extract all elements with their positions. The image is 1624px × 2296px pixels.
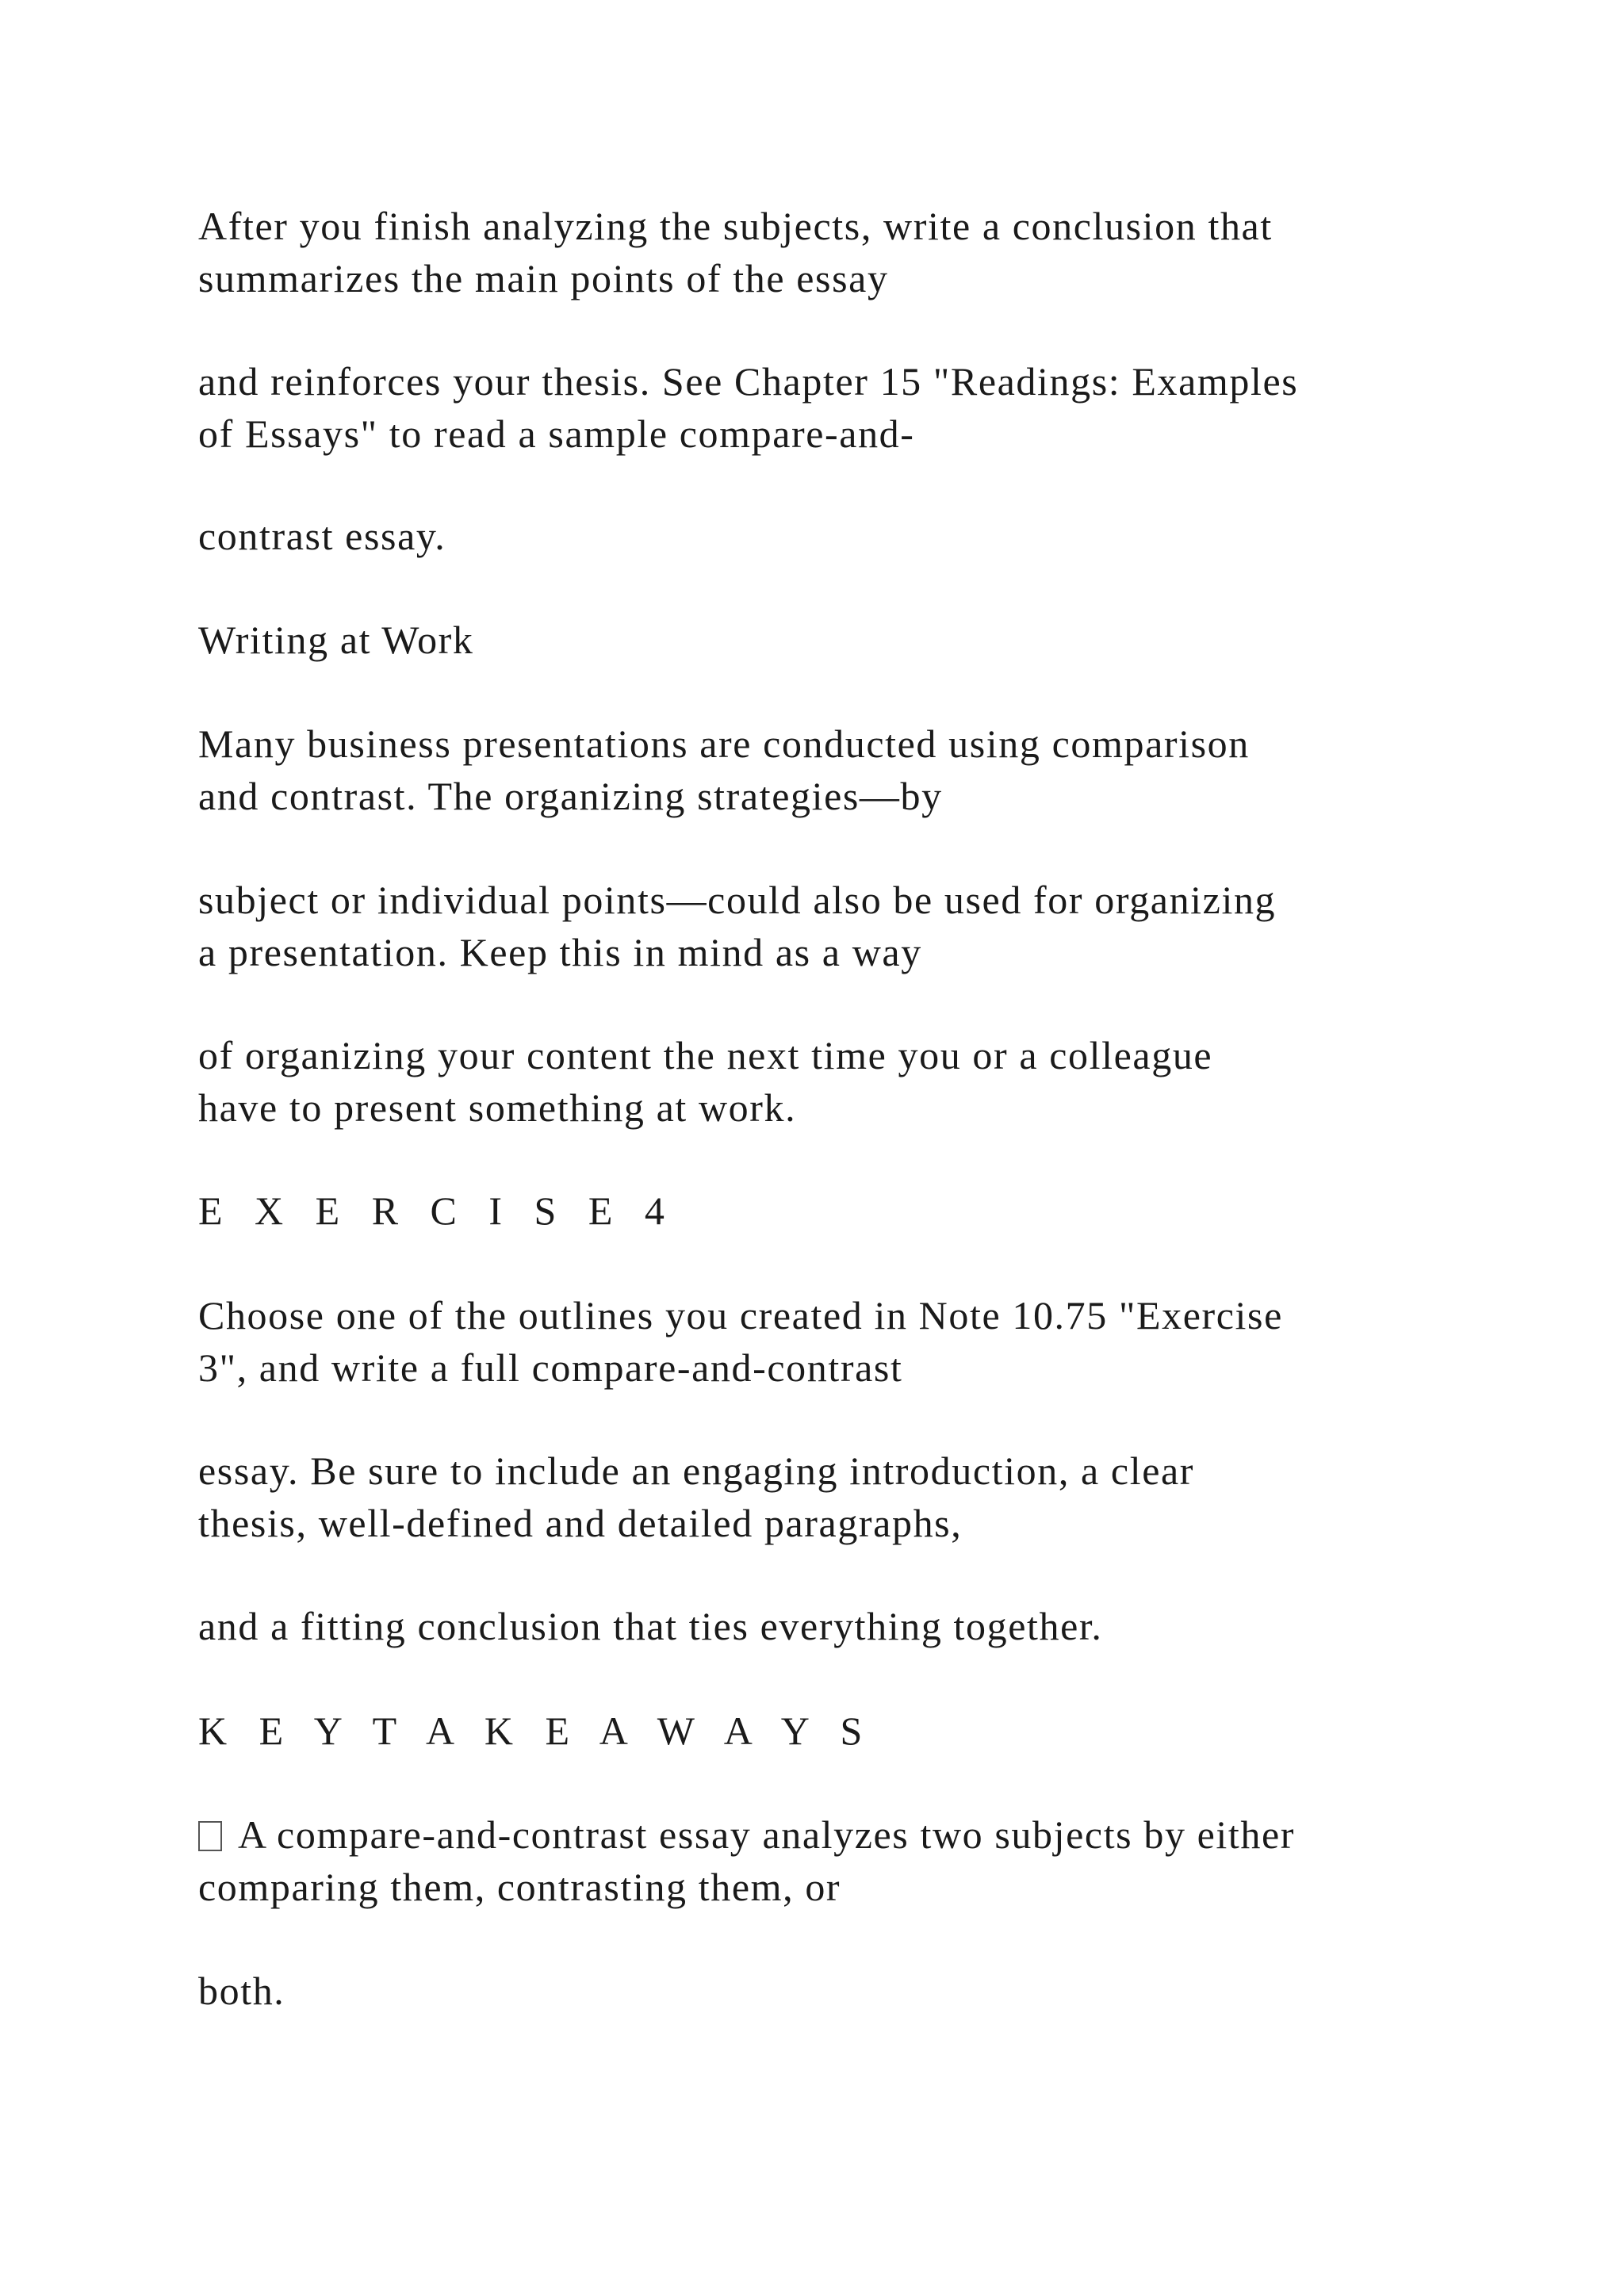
- paragraph-conclusion-intro: [198, 200, 1515, 304]
- text-line: and a fitting conclusion that ties everything together.: [198, 1604, 1103, 1648]
- paragraph-organizing-content: [198, 1029, 1515, 1134]
- text-line: comparing them, contrasting them, or: [198, 1865, 841, 1909]
- text-line: both.: [198, 1969, 285, 2013]
- text-line: essay. Be sure to include an engaging introduction, a clear: [198, 1448, 1195, 1493]
- text-line: a presentation. Keep this in mind as a way: [198, 930, 922, 974]
- text-line: and contrast. The organizing strategies—by: [198, 774, 943, 818]
- text-line: 3", and write a full compare-and-contrast: [198, 1345, 903, 1390]
- text-line: Many business presentations are conducted using comparison: [198, 721, 1250, 766]
- text-line: have to present something at work.: [198, 1085, 797, 1130]
- text-line: of organizing your content the next time you or a colleague: [198, 1033, 1213, 1077]
- section-heading-exercise-4: [198, 1184, 1515, 1237]
- paragraph-both: [198, 1965, 1515, 2017]
- bullet-item-compare-contrast: [198, 1808, 1515, 1913]
- paragraph-essay-requirements: [198, 1445, 1515, 1549]
- text-line: contrast essay.: [198, 514, 446, 558]
- text-line: summarizes the main points of the essay: [198, 256, 889, 300]
- text-line: K E Y T A K E A W A Y S: [198, 1709, 874, 1753]
- paragraph-organizing-points: [198, 874, 1515, 978]
- paragraph-exercise-instructions: [198, 1289, 1515, 1394]
- bullet-text: A compare-and-contrast essay analyzes two subjects by either: [238, 1812, 1296, 1857]
- text-line: Writing at Work: [198, 618, 474, 662]
- text-line: thesis, well-defined and detailed paragraphs,: [198, 1501, 963, 1545]
- section-heading-key-takeaways: [198, 1705, 1515, 1757]
- paragraph-fitting-conclusion: [198, 1600, 1515, 1652]
- missing-glyph-box-icon: [198, 1821, 222, 1851]
- paragraph-reinforce-thesis: [198, 355, 1515, 460]
- paragraph-contrast-essay: [198, 510, 1515, 562]
- section-heading-writing-at-work: [198, 614, 1515, 666]
- text-line: subject or individual points—could also be used for organizing: [198, 878, 1277, 922]
- text-line: E X E R C I S E 4: [198, 1188, 676, 1233]
- text-line: Choose one of the outlines you created in Note 10.75 "Exercise: [198, 1293, 1283, 1337]
- text-line: of Essays" to read a sample compare-and-: [198, 411, 915, 456]
- text-line: and reinforces your thesis. See Chapter 15 "Readings: Examples: [198, 359, 1299, 404]
- text-line: After you finish analyzing the subjects, write a conclusion that: [198, 204, 1273, 248]
- paragraph-business-presentations: [198, 718, 1515, 822]
- text-line: [198, 1808, 1515, 1861]
